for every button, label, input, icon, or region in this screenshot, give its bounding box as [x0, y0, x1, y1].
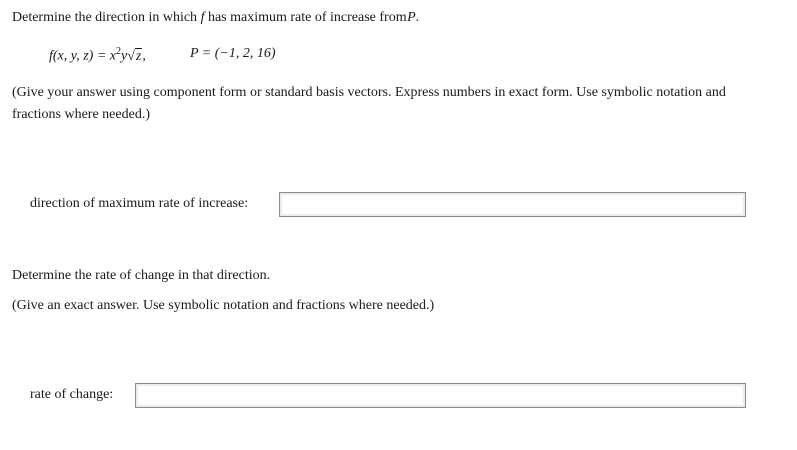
question-2-prompt: Determine the rate of change in that direction. — [12, 268, 271, 283]
function-exponent: 2 — [115, 46, 121, 57]
function-trail: , — [142, 48, 146, 64]
function-name-f: f — [200, 10, 205, 25]
question-1-prompt-mid: has maximum rate of increase from — [207, 10, 407, 25]
rate-of-change-label: rate of change: — [30, 387, 114, 402]
point-name-p: P — [407, 10, 416, 25]
question-1-prompt-prefix: Determine the direction in which — [12, 10, 198, 25]
square-root — [127, 49, 142, 65]
question-1-prompt-end: . — [415, 10, 420, 25]
direction-field-label: direction of maximum rate of increase: — [30, 196, 249, 211]
function-definition — [49, 46, 146, 65]
direction-answer-input[interactable] — [279, 192, 746, 217]
question-1-instructions-line-2: fractions where needed.) — [12, 107, 150, 122]
question-2-instructions: (Give an exact answer. Use symbolic notation and fractions where needed.) — [12, 298, 435, 313]
rate-of-change-input[interactable] — [135, 383, 746, 408]
question-1-prompt — [12, 10, 419, 26]
radical-sign-icon: √ — [127, 48, 135, 64]
function-y: y — [120, 48, 128, 64]
question-1-instructions-line-1: (Give your answer using component form or standard basis vectors. Express numbers in exact form. Use symbolic notation and — [12, 85, 726, 100]
point-definition: P = (−1, 2, 16) — [190, 46, 276, 61]
function-lhs: f(x, y, z) = x — [49, 48, 116, 64]
function-radicand: z — [135, 48, 142, 64]
